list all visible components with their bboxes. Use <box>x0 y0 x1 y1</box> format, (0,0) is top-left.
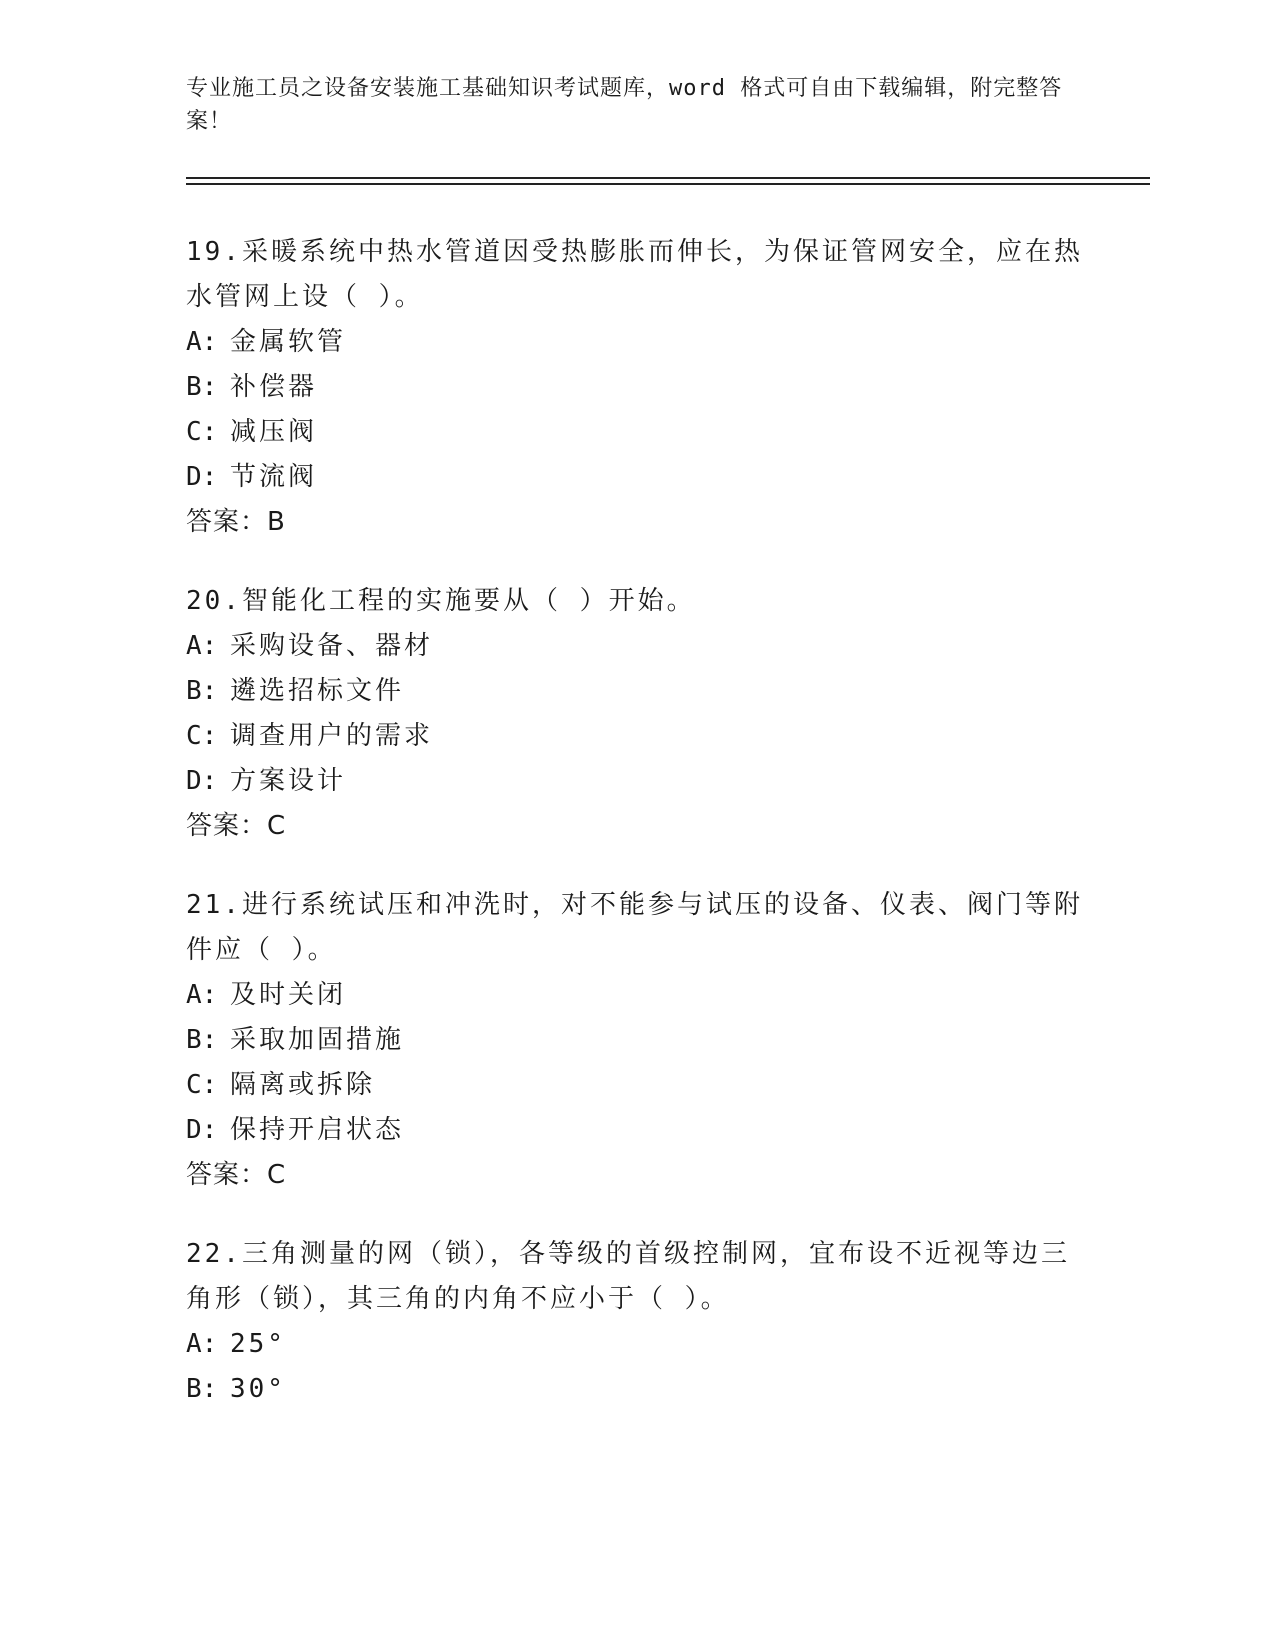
option-text: 补偿器 <box>230 372 318 402</box>
option-c <box>186 410 1086 455</box>
option-b <box>186 365 1086 410</box>
question-stem: 20.智能化工程的实施要从（ ）开始。 <box>186 586 696 616</box>
question-stem: 22.三角测量的网（锁），各等级的首级控制网，宜布设不近视等边三角形（锁），其三角的内角不应小于（ ）。 <box>186 1239 1070 1314</box>
option-text: 采购设备、器材 <box>230 631 434 661</box>
option-text: 及时关闭 <box>230 980 347 1010</box>
option-letter: A: <box>186 980 218 1010</box>
option-letter: C: <box>186 721 218 751</box>
question-19 <box>186 230 1086 545</box>
option-letter: C: <box>186 417 218 447</box>
option-letter: B: <box>186 372 218 402</box>
question-20 <box>186 579 1086 849</box>
option-a <box>186 1322 1086 1367</box>
option-c <box>186 1063 1086 1108</box>
option-text: 保持开启状态 <box>230 1115 405 1145</box>
option-text: 金属软管 <box>230 327 347 357</box>
answer-line: 答案：C <box>186 1160 287 1190</box>
option-d <box>186 1108 1086 1153</box>
option-letter: D: <box>186 1115 218 1145</box>
option-b <box>186 1018 1086 1063</box>
option-text: 调查用户的需求 <box>230 721 434 751</box>
answer-line: 答案：B <box>186 507 286 537</box>
option-d <box>186 759 1086 804</box>
option-text: 方案设计 <box>230 766 347 796</box>
option-letter: D: <box>186 462 218 492</box>
option-letter: C: <box>186 1070 218 1100</box>
option-text: 减压阀 <box>230 417 318 447</box>
question-22 <box>186 1232 1086 1412</box>
header-divider-bottom <box>186 183 1150 185</box>
header-divider-top <box>186 177 1150 179</box>
option-letter: A: <box>186 1329 218 1359</box>
document-header: 专业施工员之设备安装施工基础知识考试题库，word 格式可自由下载编辑，附完整答案！ <box>186 76 1063 134</box>
option-d <box>186 455 1086 500</box>
option-letter: B: <box>186 1025 218 1055</box>
option-letter: B: <box>186 1374 218 1404</box>
option-text: 25° <box>230 1329 286 1359</box>
option-text: 隔离或拆除 <box>230 1070 376 1100</box>
question-stem: 19.采暖系统中热水管道因受热膨胀而伸长，为保证管网安全，应在热水管网上设（ ）。 <box>186 237 1083 312</box>
option-letter: A: <box>186 631 218 661</box>
question-stem: 21.进行系统试压和冲洗时，对不能参与试压的设备、仪表、阀门等附件应（ ）。 <box>186 890 1083 965</box>
option-a <box>186 320 1086 365</box>
option-text: 30° <box>230 1374 286 1404</box>
option-text: 采取加固措施 <box>230 1025 405 1055</box>
option-a <box>186 973 1086 1018</box>
answer-line: 答案：C <box>186 811 287 841</box>
option-letter: D: <box>186 766 218 796</box>
question-list <box>186 230 1086 1446</box>
option-a <box>186 624 1086 669</box>
option-letter: B: <box>186 676 218 706</box>
option-text: 遴选招标文件 <box>230 676 405 706</box>
option-c <box>186 714 1086 759</box>
option-letter: A: <box>186 327 218 357</box>
option-text: 节流阀 <box>230 462 318 492</box>
option-b <box>186 669 1086 714</box>
option-b <box>186 1367 1086 1412</box>
question-21 <box>186 883 1086 1198</box>
